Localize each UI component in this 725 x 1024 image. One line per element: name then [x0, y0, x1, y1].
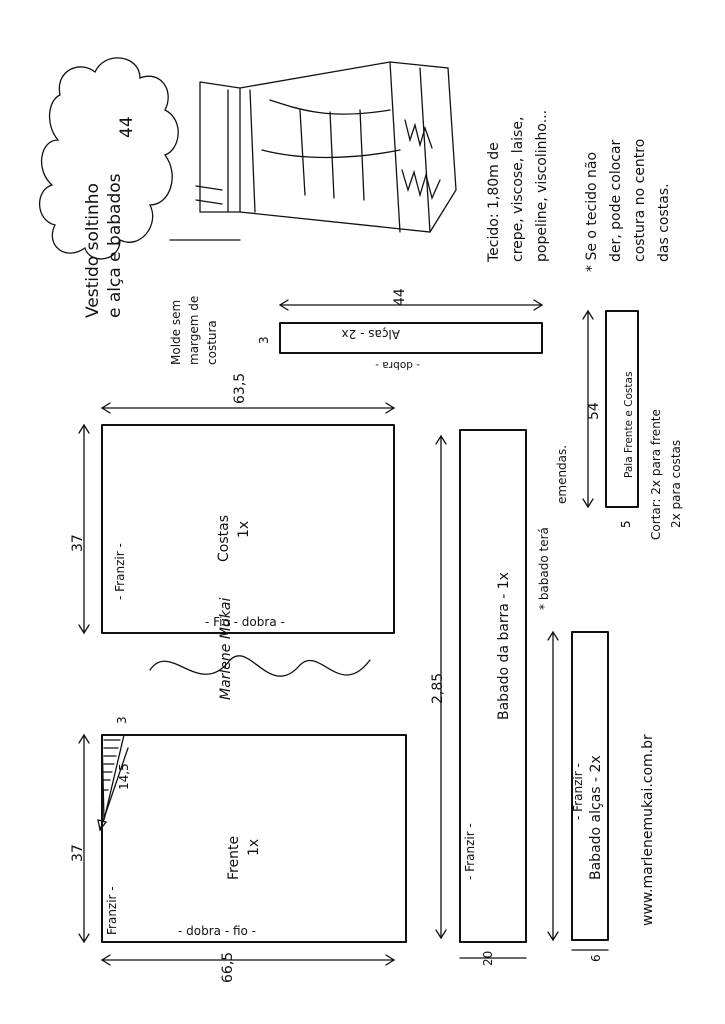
costas-gather: - Franzir - — [113, 543, 127, 600]
costas-grain: - Fio - dobra - — [205, 615, 285, 629]
fabric-note-line4: das costas. — [656, 183, 672, 262]
seam-note-line2: margem de — [187, 295, 201, 365]
pala-cut1: Cortar: 2x para frente — [649, 409, 663, 540]
barra-note2: emendas. — [555, 444, 569, 504]
frente-piece — [70, 716, 406, 983]
fabric-line1: Tecido: 1,80m de — [486, 142, 502, 262]
title-cloud — [40, 58, 179, 318]
fabric-note-line2: der, pode colocar — [608, 139, 624, 262]
barra-gather: - Franzir - — [463, 823, 477, 880]
fabric-line3: popeline, viscolinho... — [534, 109, 550, 262]
frente-width: 66,5 — [220, 951, 236, 983]
title-size: 44 — [117, 116, 137, 138]
barra-piece — [430, 430, 569, 966]
babado-alcas-name: Babado alças - 2x — [588, 755, 604, 880]
title-line2: e alça e babados — [105, 173, 125, 318]
alcas-width: 3 — [257, 336, 271, 344]
frente-height: 37 — [70, 844, 86, 862]
alcas-length: 44 — [392, 288, 408, 306]
frente-name: Frente — [226, 835, 242, 880]
title-line1: Vestido soltinho — [83, 183, 103, 318]
barra-name: Babado da barra - 1x — [496, 572, 512, 720]
fabric-note-line1: * Se o tecido não — [584, 151, 600, 272]
pala-width: 5 — [619, 520, 633, 528]
pala-piece — [583, 311, 683, 540]
pala-length: 54 — [586, 402, 602, 420]
costas-width: 63,5 — [232, 372, 248, 404]
barra-length: 2,85 — [430, 672, 446, 704]
babado-alcas-piece — [548, 632, 608, 962]
dress-sketch — [196, 62, 456, 232]
pala-name: Pala Frente e Costas — [623, 371, 635, 478]
babado-alcas-gather: - Franzir - — [571, 763, 585, 820]
costas-count: 1x — [236, 520, 252, 538]
fabric-notes — [486, 110, 672, 272]
barra-note1: * babado terá — [537, 527, 551, 610]
fabric-line2: crepe, viscose, laise, — [510, 116, 526, 262]
seam-note-line3: costura — [205, 320, 219, 365]
babado-alcas-width: 6 — [589, 954, 603, 962]
pala-cut2: 2x para costas — [669, 439, 683, 528]
frente-count: 1x — [246, 838, 262, 856]
signature-text: Marlene Mukai — [218, 597, 234, 700]
alcas-piece — [257, 288, 542, 371]
frente-grain: - dobra - fio - — [178, 924, 257, 938]
seam-note — [169, 240, 240, 365]
alcas-name: Alças - 2x — [341, 327, 400, 341]
frente-gather: Franzir - — [105, 886, 119, 935]
costas-piece — [70, 373, 394, 633]
alcas-fold: - dobra - — [375, 359, 420, 371]
frente-diag: 14,5 — [117, 763, 131, 790]
costas-name: Costas — [216, 515, 232, 562]
frente-notch: 3 — [115, 716, 129, 724]
barra-width: 20 — [481, 950, 495, 966]
seam-note-line1: Molde sem — [169, 299, 183, 365]
website: www.marlenemukai.com.br — [640, 734, 656, 926]
signature — [150, 598, 370, 700]
costas-height: 37 — [70, 534, 86, 552]
fabric-note-line3: costura no centro — [632, 138, 648, 262]
